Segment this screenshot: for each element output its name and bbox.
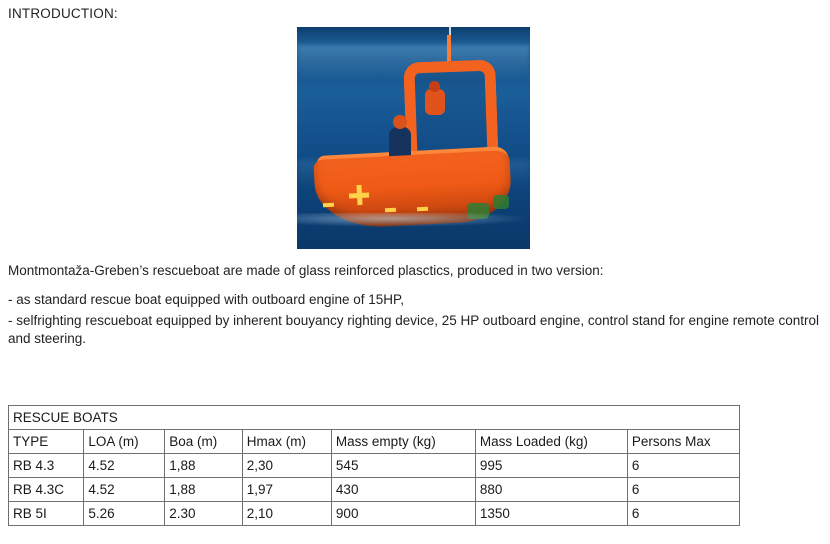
header-mass-empty: Mass empty (kg): [331, 430, 475, 454]
header-persons-max: Persons Max: [627, 430, 739, 454]
table-title-row: [9, 406, 740, 430]
crew-member-rear: [425, 89, 445, 115]
water-wake: [297, 213, 530, 227]
cell-mass-loaded: 1350: [475, 502, 627, 526]
cell-type: RB 4.3C: [9, 478, 84, 502]
table-row: [9, 478, 740, 502]
rescue-boat-photo: [297, 27, 530, 249]
cell-mass-empty: 545: [331, 454, 475, 478]
cell-mass-empty: 900: [331, 502, 475, 526]
cell-loa: 4.52: [84, 478, 165, 502]
cell-loa: 4.52: [84, 454, 165, 478]
cell-persons-max: 6: [627, 454, 739, 478]
cell-mass-loaded: 995: [475, 454, 627, 478]
rescue-boats-table: [8, 405, 740, 526]
cell-boa: 1,88: [165, 478, 242, 502]
cell-boa: 1,88: [165, 454, 242, 478]
cell-type: RB 5I: [9, 502, 84, 526]
header-boa: Boa (m): [165, 430, 242, 454]
cell-mass-loaded: 880: [475, 478, 627, 502]
sea-horizon-shadow: [297, 27, 530, 43]
cell-boa: 2.30: [165, 502, 242, 526]
cell-type: RB 4.3: [9, 454, 84, 478]
table-header-row: [9, 430, 740, 454]
fender-right: [493, 195, 509, 209]
table-title: RESCUE BOATS: [9, 406, 740, 430]
page-title: INTRODUCTION:: [8, 6, 118, 21]
cell-persons-max: 6: [627, 502, 739, 526]
hull-marking-cross: [348, 184, 369, 205]
cell-hmax: 2,30: [242, 454, 331, 478]
header-mass-loaded: Mass Loaded (kg): [475, 430, 627, 454]
header-loa: LOA (m): [84, 430, 165, 454]
intro-paragraph-3: - selfrighting rescueboat equipped by inherent bouyancy righting device, 25 HP outboard engine, control stand for engine remote control and steering.: [8, 313, 820, 346]
header-type: TYPE: [9, 430, 84, 454]
table-row: [9, 454, 740, 478]
cell-hmax: 1,97: [242, 478, 331, 502]
table-row: [9, 502, 740, 526]
cell-hmax: 2,10: [242, 502, 331, 526]
hull-stripe-bow: [323, 203, 334, 208]
cell-loa: 5.26: [84, 502, 165, 526]
intro-paragraph-2: - as standard rescue boat equipped with outboard engine of 15HP,: [8, 292, 405, 307]
header-hmax: Hmax (m): [242, 430, 331, 454]
photo-canvas: [297, 27, 530, 249]
cell-mass-empty: 430: [331, 478, 475, 502]
hull-stripe-mid: [385, 208, 396, 213]
crew-member-front-head: [393, 115, 407, 129]
intro-paragraph-1: Montmontaža-Greben’s rescueboat are made of glass reinforced plasctics, produced in two version:: [8, 263, 604, 278]
specs-table-container: [8, 405, 740, 526]
crew-member-rear-head: [429, 81, 440, 92]
cell-persons-max: 6: [627, 478, 739, 502]
hull-stripe-stern: [417, 207, 428, 212]
